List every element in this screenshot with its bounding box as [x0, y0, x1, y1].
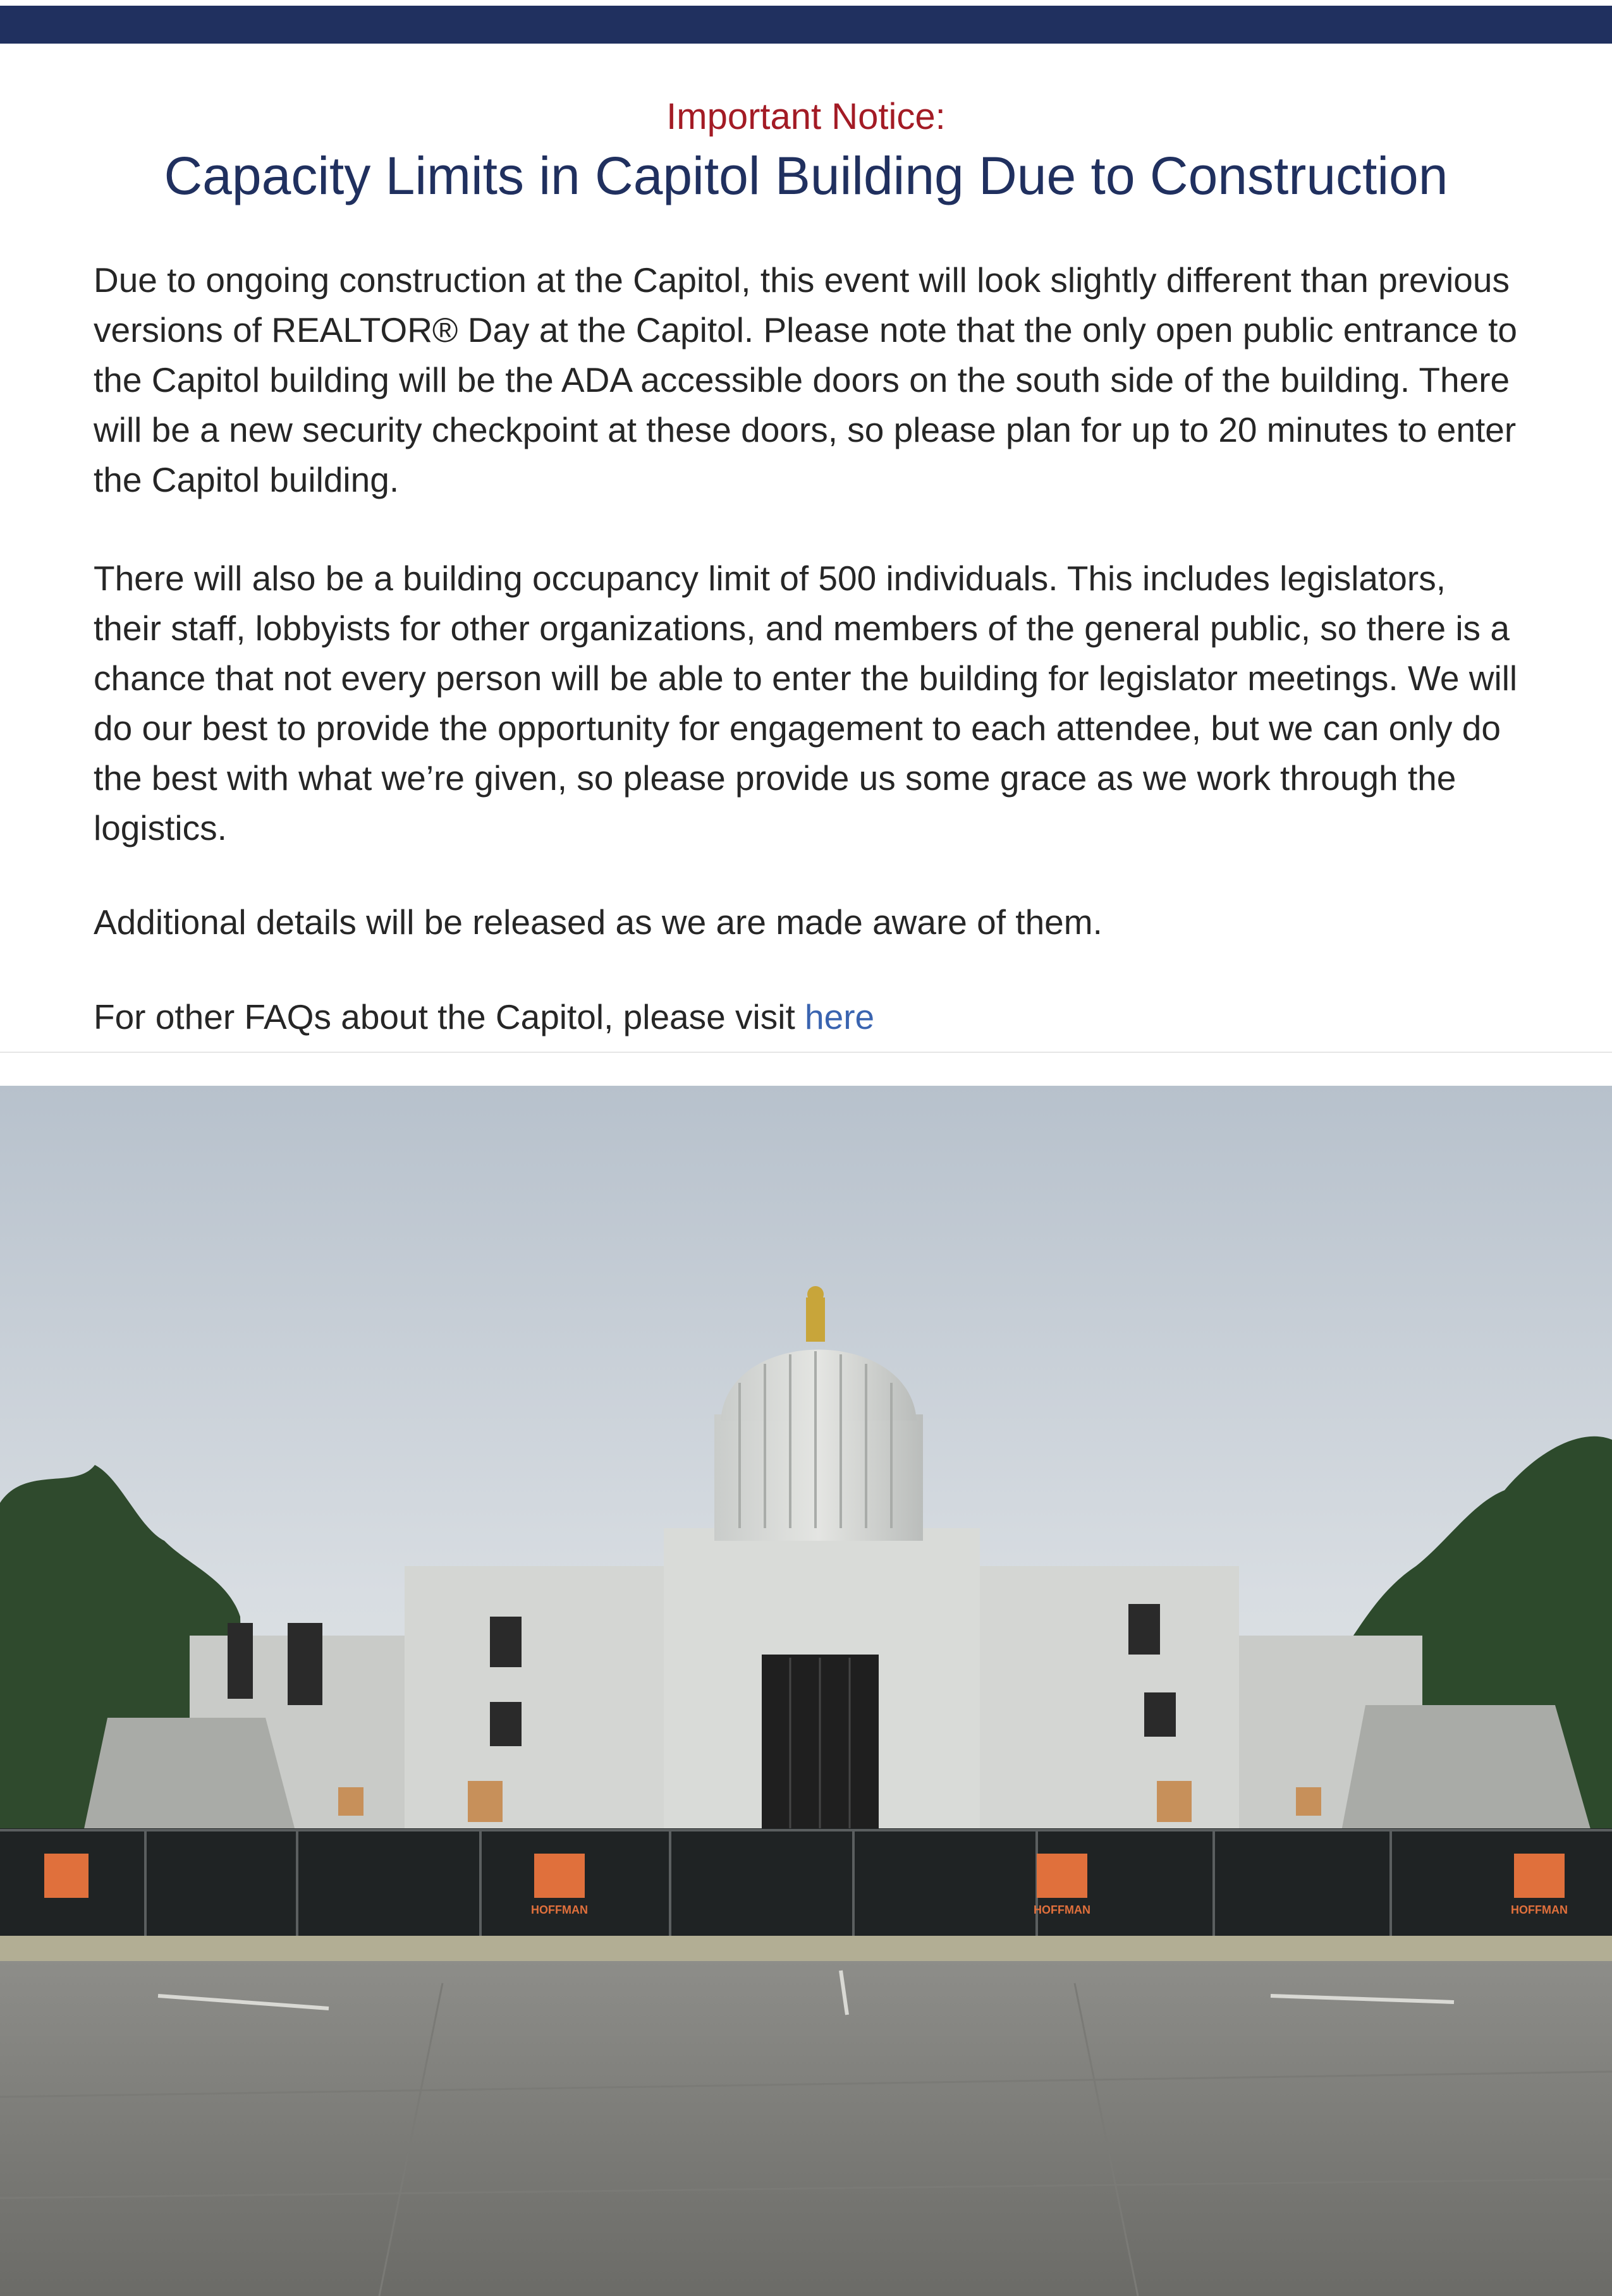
golden-statue: [806, 1297, 825, 1342]
right-sculpture: [1340, 1705, 1593, 1838]
body-paragraph-occupancy: There will also be a building occupancy limit of 500 individuals. This includes legislators, their staff, lobbyists for other organizations, and members of the general public, so there is a chance that not every person will be able to enter the building for legislator meetings. We will do our best to provide the opportunity for engagement to each attendee, but we can only do the best with what we’re given, so please provide us some grace as we work through the logistics.: [94, 559, 1518, 847]
body-paragraph-construction: Due to ongoing construction at the Capitol, this event will look slightly different than previous versions of REALTOR® Day at the Capitol. Please note that the only open public entrance to the Capitol building will be the ADA accessible doors on the south side of the building. There will be a new security checkpoint at these doors, so please plan for up to 20 minutes to enter the Capitol building.: [94, 260, 1517, 499]
fence-banner-label: HOFFMAN: [531, 1904, 588, 1916]
body-paragraph-updates: Additional details will be released as we are made aware of them.: [94, 902, 1102, 942]
section-divider: [0, 1052, 1612, 1053]
notice-label: Important Notice:: [666, 96, 946, 137]
fence-banner-label: HOFFMAN: [1511, 1904, 1568, 1916]
faq-line: [94, 992, 1522, 1042]
left-sculpture: [82, 1718, 297, 1838]
faq-prefix: For other FAQs about the Capitol, please visit: [94, 997, 805, 1036]
parking-lot: [0, 1961, 1612, 2296]
fence-banner-label: HOFFMAN: [1034, 1904, 1090, 1916]
top-brand-bar: [0, 6, 1612, 44]
capitol-building-photo: [0, 1086, 1612, 2296]
curb: [0, 1936, 1612, 1961]
page-title: Capacity Limits in Capitol Building Due to Construction: [164, 146, 1448, 205]
faq-here-link[interactable]: here: [805, 997, 875, 1036]
construction-fence: [0, 1828, 1612, 1936]
